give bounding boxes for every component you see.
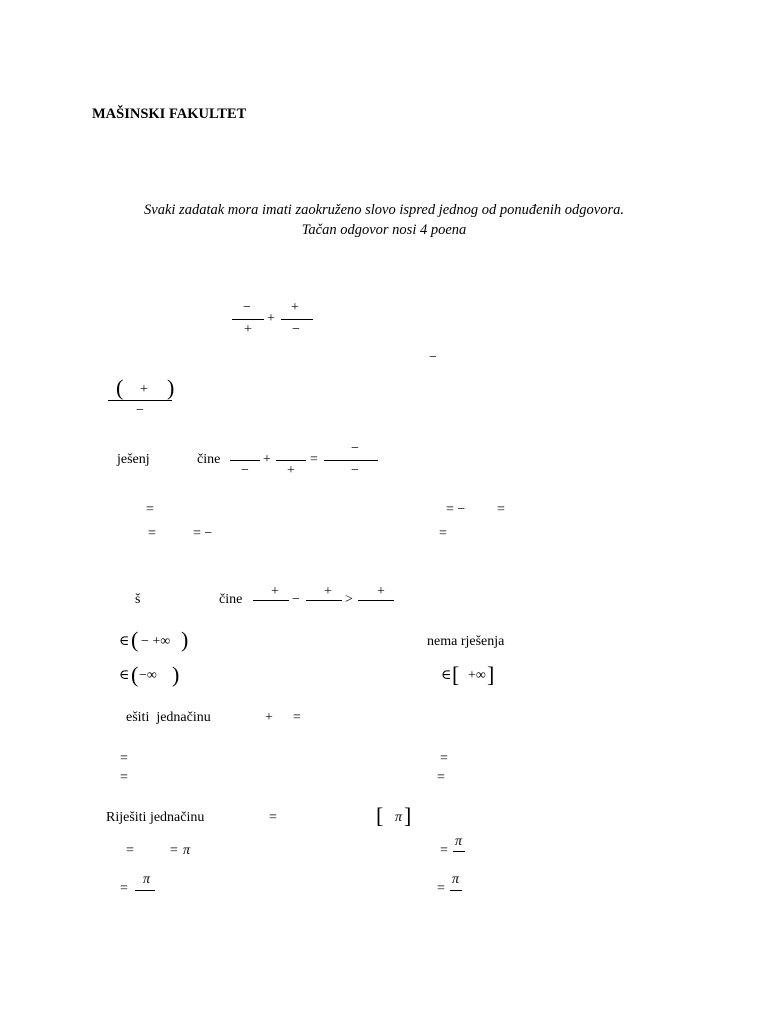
answer-d: = <box>439 526 447 541</box>
problem-label: š <box>135 592 141 607</box>
plus-operator: + <box>267 311 275 326</box>
answer-a: = <box>126 843 134 858</box>
cine-label: čine <box>219 592 243 607</box>
problem-label: ješenj <box>117 452 150 467</box>
problem-label: Riješiti jednačinu <box>106 810 205 825</box>
greater-than: > <box>345 592 353 607</box>
answer-c-text: nema rješenja <box>427 634 505 649</box>
fraction-1-bar <box>230 460 260 461</box>
left-paren: ( <box>116 375 124 400</box>
answer-d: = <box>437 770 445 785</box>
right-bracket-d: ] <box>487 662 495 687</box>
fraction-2-bar <box>306 600 342 601</box>
fraction-3-bar <box>324 460 378 461</box>
answer-c: = − <box>446 502 466 517</box>
denominator: − <box>136 403 144 418</box>
fraction-1-numerator: − <box>243 300 251 315</box>
left-paren-b: ( <box>131 662 139 687</box>
faculty-title: MAŠINSKI FAKULTET <box>92 106 247 122</box>
plus-operator: + <box>265 710 273 725</box>
left-bracket: [ <box>376 803 384 828</box>
answer-c-extra: = <box>497 502 505 517</box>
fraction-2-denominator: − <box>292 322 300 337</box>
right-bracket: ] <box>404 803 412 828</box>
fraction-3-bar <box>358 600 394 601</box>
fraction-2-numerator: + <box>324 584 332 599</box>
fraction-bar <box>108 400 172 401</box>
left-paren-a: ( <box>131 627 139 652</box>
answer-c-bar <box>453 851 465 852</box>
fraction-3-numerator: − <box>351 441 359 456</box>
right-paren: ) <box>167 375 175 400</box>
interval-d: +∞ <box>468 668 486 683</box>
element-of-b: ∈ <box>119 668 130 683</box>
fraction-2-bar <box>281 319 313 320</box>
answer-a: = <box>120 751 128 766</box>
fraction-1-denominator: − <box>241 463 249 478</box>
answer-d: = <box>437 881 445 896</box>
interval-pi: π <box>395 810 403 825</box>
answer-b-pi: π <box>143 872 151 887</box>
fraction-1-bar <box>253 600 289 601</box>
answer-b: = <box>148 526 156 541</box>
instructions-line-1: Svaki zadatak mora imati zaokruženo slovo ispred jednog od ponuđenih odgovora. <box>144 202 624 218</box>
fraction-2-numerator: + <box>291 300 299 315</box>
fraction-3-numerator: + <box>377 584 385 599</box>
right-paren-a: ) <box>181 627 189 652</box>
fraction-2-denominator: + <box>287 463 295 478</box>
answer-a: = <box>146 502 154 517</box>
answer-b-extra: = − <box>193 526 213 541</box>
equals-sign: = <box>293 710 301 725</box>
instructions-line-2: Tačan odgovor nosi 4 poena <box>301 222 467 238</box>
answer-c: = <box>440 751 448 766</box>
answer-a-pi: π <box>183 843 191 858</box>
fraction-1-denominator: + <box>244 322 252 337</box>
element-of-a: ∈ <box>119 634 130 649</box>
equals-sign: = <box>310 452 318 467</box>
left-bracket-d: [ <box>452 662 460 687</box>
cine-label: čine <box>197 452 221 467</box>
problem-label: ešiti jednačinu <box>126 710 211 725</box>
answer-b: = <box>120 770 128 785</box>
stray-minus: − <box>429 350 437 365</box>
interval-b: −∞ <box>139 668 157 683</box>
answer-b: = <box>120 881 128 896</box>
element-of-d: ∈ <box>441 668 452 683</box>
fraction-1-bar <box>232 319 264 320</box>
fraction-3-denominator: − <box>351 463 359 478</box>
fraction-1-numerator: + <box>271 584 279 599</box>
interval-a: − +∞ <box>141 634 171 649</box>
answer-c: = <box>440 843 448 858</box>
answer-d-pi: π <box>452 872 460 887</box>
right-paren-b: ) <box>172 662 180 687</box>
equals-sign: = <box>269 810 277 825</box>
plus-operator: + <box>263 452 271 467</box>
answer-a-eq2: = <box>170 843 178 858</box>
answer-d-bar <box>450 890 462 891</box>
answer-c-pi: π <box>455 834 463 849</box>
plus-operator: + <box>140 382 148 397</box>
answer-b-bar <box>135 890 155 891</box>
fraction-2-bar <box>276 460 306 461</box>
minus-operator: − <box>292 592 300 607</box>
